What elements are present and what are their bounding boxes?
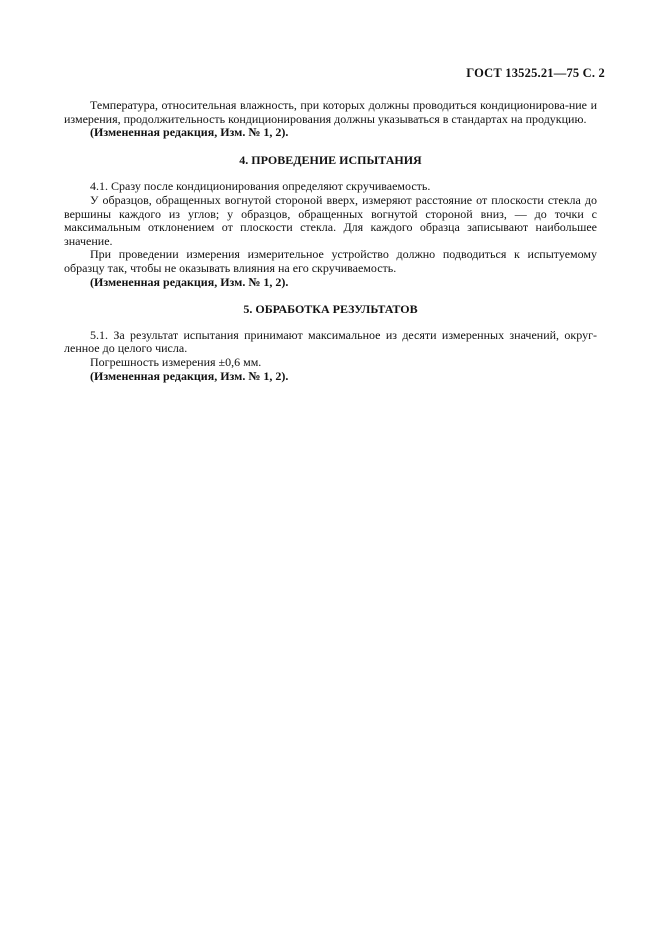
page-header: ГОСТ 13525.21—75 С. 2 bbox=[466, 66, 605, 80]
section-5-paragraph-1: 5.1. За результат испытания принимают максимальное из десяти измеренных значений, округ-ленное до целого числа. bbox=[64, 327, 597, 356]
section-4-paragraph-1: 4.1. Сразу после кондиционирования определяют скручиваемость. bbox=[90, 179, 431, 194]
section-5-heading: 5. ОБРАБОТКА РЕЗУЛЬТАТОВ bbox=[243, 302, 418, 317]
intro-edition-note: (Измененная редакция, Изм. № 1, 2). bbox=[90, 125, 289, 140]
section-5-edition-note: (Измененная редакция, Изм. № 1, 2). bbox=[90, 368, 289, 383]
section-5-paragraph-2: Погрешность измерения ±0,6 мм. bbox=[90, 354, 262, 369]
section-4-paragraph-3: При проведении измерения измерительное устройство должно подводиться к испытуемому образцу так, чтобы не оказывать влияния на его скручиваемость. bbox=[64, 247, 597, 275]
section-4-heading: 4. ПРОВЕДЕНИЕ ИСПЫТАНИЯ bbox=[239, 152, 422, 167]
document-body bbox=[64, 99, 597, 383]
section-4-paragraph-2: У образцов, обращенных вогнутой стороной вверх, измеряют расстояние от плоскости стекла до вершины каждого из углов; у образцов, обращенных вогнутой стороной вниз, — до точки с максимальным отклонением от плоскости стекла. Для каждого образца записывают наибольшее значение. bbox=[64, 192, 597, 248]
section-4-edition-note: (Измененная редакция, Изм. № 1, 2). bbox=[90, 274, 289, 289]
intro-paragraph: Температура, относительная влажность, при которых должны проводиться кондиционирова-ние и измерения, продолжительность кондиционирования должны указываться в стандартах на продукцию. bbox=[64, 98, 597, 126]
